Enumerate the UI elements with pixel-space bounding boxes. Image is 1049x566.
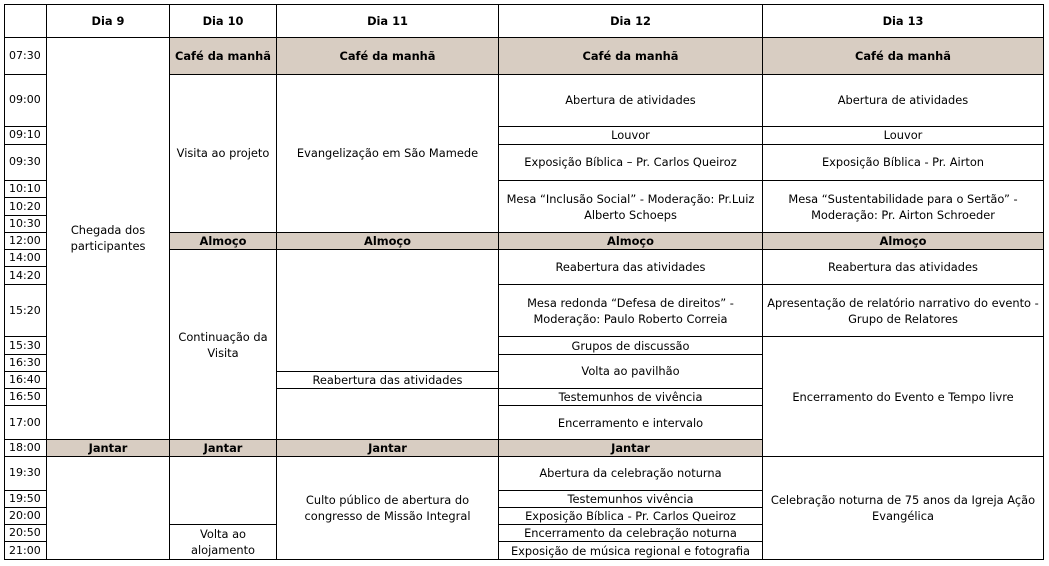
time-label: 20:00 [5,507,47,524]
day10-morning: Visita ao projeto [170,74,277,232]
breakfast-cell: Café da manhã [499,38,763,75]
day12-opening: Abertura de atividades [499,74,763,127]
day-header-12: Dia 12 [499,5,763,38]
time-label: 19:50 [5,490,47,507]
day9-night-empty [47,457,170,560]
day11-reopening: Reabertura das atividades [277,371,499,388]
day12-return: Volta ao pavilhão [499,354,763,389]
day12-night-bible: Exposição Bíblica - Pr. Carlos Queiroz [499,507,763,524]
time-row [5,457,1044,491]
breakfast-cell: Café da manhã [170,38,277,75]
time-label: 10:30 [5,215,47,232]
time-label: 21:00 [5,542,47,560]
time-label: 20:50 [5,525,47,542]
time-label: 17:00 [5,406,47,440]
day13-opening: Abertura de atividades [763,74,1044,127]
time-label: 07:30 [5,38,47,75]
day13-reopening: Reabertura das atividades [763,250,1044,285]
day12-night-opening: Abertura da celebração noturna [499,457,763,491]
day10-night: Volta ao alojamento [170,525,277,560]
dinner-cell: Jantar [47,439,170,456]
lunch-cell: Almoço [277,232,499,249]
day13-report: Apresentação de relatório narrativo do evento - Grupo de Relatores [763,284,1044,337]
time-label: 15:20 [5,284,47,337]
dinner-cell: Jantar [170,439,277,456]
day12-night-testimonies: Testemunhos vivência [499,490,763,507]
day13-night: Celebração noturna de 75 anos da Igreja Ação Evangélica [763,457,1044,560]
day12-reopening: Reabertura das atividades [499,250,763,285]
dinner-cell: Jantar [499,439,763,456]
time-label: 15:30 [5,337,47,354]
time-label: 16:30 [5,354,47,371]
time-label: 10:20 [5,198,47,215]
header-row [5,5,1044,38]
time-label: 09:30 [5,144,47,181]
time-label: 10:10 [5,181,47,198]
time-label: 14:00 [5,250,47,267]
lunch-cell: Almoço [763,232,1044,249]
day13-bible: Exposição Bíblica - Pr. Airton [763,144,1044,181]
day9-arrival: Chegada dos participantes [47,38,170,440]
day11-morning: Evangelização em São Mamede [277,74,499,232]
day10-night-empty [170,457,277,525]
time-label: 18:00 [5,439,47,456]
day12-exhibition: Exposição de música regional e fotografia [499,542,763,560]
day-header-10: Dia 10 [170,5,277,38]
lunch-cell: Almoço [170,232,277,249]
corner-header [5,5,47,38]
lunch-cell: Almoço [499,232,763,249]
day13-panel: Mesa “Sustentabilidade para o Sertão” - Moderação: Pr. Airton Schroeder [763,181,1044,233]
time-label: 16:50 [5,389,47,406]
day13-praise: Louvor [763,127,1044,144]
day-header-9: Dia 9 [47,5,170,38]
day12-closing: Encerramento e intervalo [499,406,763,440]
time-label: 19:30 [5,457,47,491]
time-label: 14:20 [5,267,47,284]
day10-afternoon: Continuação da Visita [170,250,277,440]
time-label: 09:10 [5,127,47,144]
day12-panel: Mesa “Inclusão Social” - Moderação: Pr.Luiz Alberto Schoeps [499,181,763,233]
time-row [5,38,1044,75]
day12-praise: Louvor [499,127,763,144]
day11-night: Culto público de abertura do congresso de Missão Integral [277,457,499,560]
time-label: 09:00 [5,74,47,127]
day-header-11: Dia 11 [277,5,499,38]
day11-afternoon-empty [277,250,499,372]
day11-late-empty [277,389,499,440]
day12-roundtable: Mesa redonda “Defesa de direitos” - Moderação: Paulo Roberto Correia [499,284,763,337]
dinner-cell: Jantar [277,439,499,456]
day12-testimonies: Testemunhos de vivência [499,389,763,406]
breakfast-cell: Café da manhã [763,38,1044,75]
day12-bible: Exposição Bíblica – Pr. Carlos Queiroz [499,144,763,181]
day-header-13: Dia 13 [763,5,1044,38]
day13-closing: Encerramento do Evento e Tempo livre [763,337,1044,457]
schedule-table [4,4,1044,560]
day12-groups: Grupos de discussão [499,337,763,354]
day12-night-closing: Encerramento da celebração noturna [499,525,763,542]
breakfast-cell: Café da manhã [277,38,499,75]
time-label: 12:00 [5,232,47,249]
time-label: 16:40 [5,371,47,388]
